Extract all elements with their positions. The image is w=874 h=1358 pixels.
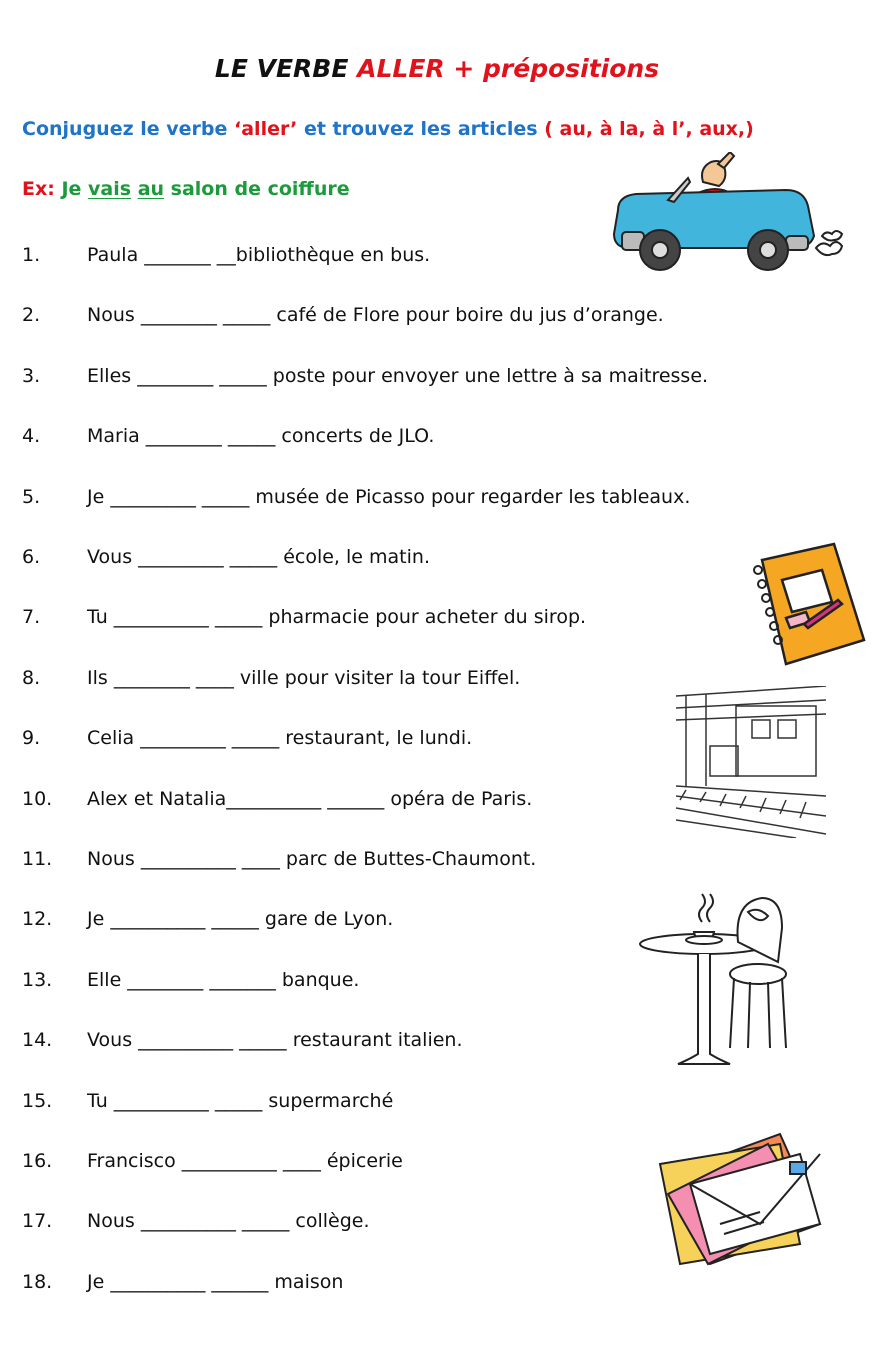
exercise-item <box>22 604 586 630</box>
notebook-clipart <box>742 540 868 668</box>
letters-clipart <box>650 1114 826 1279</box>
item-number: 4. <box>22 425 41 448</box>
exercise-item <box>22 967 359 993</box>
example-label: Ex: <box>22 178 62 200</box>
train-station-clipart <box>676 686 826 838</box>
item-number: 3. <box>22 364 41 387</box>
item-sentence: Celia _________ _____ restaurant, le lundi. <box>87 727 473 750</box>
item-number: 11. <box>22 848 53 870</box>
exercise-item <box>22 846 536 872</box>
exercise-item <box>22 363 708 389</box>
item-sentence: Nous ________ _____ café de Flore pour boire du jus d’orange. <box>87 304 664 327</box>
item-sentence: Je __________ _____ gare de Lyon. <box>87 908 394 931</box>
exercise-item <box>22 423 434 449</box>
exercise-item <box>22 1269 343 1295</box>
exercise-item <box>22 725 472 751</box>
exercise-item <box>22 1027 463 1053</box>
item-number: 1. <box>22 244 41 266</box>
exercise-item <box>22 1208 370 1234</box>
title-part2: ALLER + prépositions <box>357 54 660 83</box>
item-sentence: Tu __________ _____ pharmacie pour acheter du sirop. <box>87 606 587 629</box>
item-number: 7. <box>22 606 41 629</box>
instruction-part3: et trouvez les articles <box>297 118 545 140</box>
exercise-item <box>22 665 520 691</box>
example-verb: vais <box>88 178 132 200</box>
example-subject: Je <box>61 178 89 200</box>
item-sentence: Paula _______ __bibliothèque en bus. <box>87 244 431 266</box>
item-sentence: Francisco __________ ____ épicerie <box>87 1150 403 1172</box>
example-space <box>131 178 138 200</box>
cafe-table-clipart <box>638 892 788 1068</box>
exercise-item <box>22 1088 393 1114</box>
item-sentence: Je __________ ______ maison <box>87 1270 344 1293</box>
item-sentence: Vous _________ _____ école, le matin. <box>87 546 430 568</box>
instruction <box>22 118 754 140</box>
item-number: 10. <box>22 787 53 810</box>
item-sentence: Maria ________ _____ concerts de JLO. <box>87 425 435 448</box>
item-sentence: Vous __________ _____ restaurant italien. <box>87 1029 463 1052</box>
item-number: 5. <box>22 485 41 508</box>
example <box>22 178 350 200</box>
item-number: 9. <box>22 727 41 750</box>
item-number: 18. <box>22 1270 53 1293</box>
exercise-item <box>22 786 532 812</box>
exercise-item <box>22 544 430 570</box>
exercise-item <box>22 302 664 328</box>
item-number: 14. <box>22 1029 53 1052</box>
item-sentence: Elle ________ _______ banque. <box>87 968 360 991</box>
instruction-verb: ‘aller’ <box>234 118 298 140</box>
item-number: 8. <box>22 666 41 689</box>
item-number: 15. <box>22 1089 53 1112</box>
item-sentence: Alex et Natalia__________ ______ opéra de Paris. <box>87 787 533 810</box>
exercise-item <box>22 906 393 932</box>
item-number: 2. <box>22 304 41 327</box>
exercise-item <box>22 242 430 268</box>
item-sentence: Nous __________ ____ parc de Buttes-Chaumont. <box>87 848 537 870</box>
item-sentence: Je _________ _____ musée de Picasso pour regarder les tableaux. <box>87 485 691 508</box>
item-sentence: Nous __________ _____ collège. <box>87 1210 370 1233</box>
page-title <box>0 54 874 83</box>
car-clipart <box>608 152 848 277</box>
item-number: 17. <box>22 1210 53 1233</box>
instruction-part1: Conjuguez le verbe <box>22 118 235 140</box>
item-number: 12. <box>22 908 53 931</box>
item-number: 16. <box>22 1150 53 1172</box>
example-article: au <box>137 178 165 200</box>
example-rest: salon de coiffure <box>164 178 350 200</box>
instruction-articles: ( au, à la, à l’, aux,) <box>544 118 754 140</box>
item-sentence: Tu __________ _____ supermarché <box>87 1089 394 1112</box>
item-number: 6. <box>22 546 41 568</box>
exercise-item <box>22 1148 403 1174</box>
item-number: 13. <box>22 968 53 991</box>
exercise-item <box>22 484 690 510</box>
title-part1: LE VERBE <box>214 54 358 83</box>
item-sentence: Elles ________ _____ poste pour envoyer une lettre à sa maitresse. <box>87 364 709 387</box>
item-sentence: Ils ________ ____ ville pour visiter la tour Eiffel. <box>87 666 521 689</box>
